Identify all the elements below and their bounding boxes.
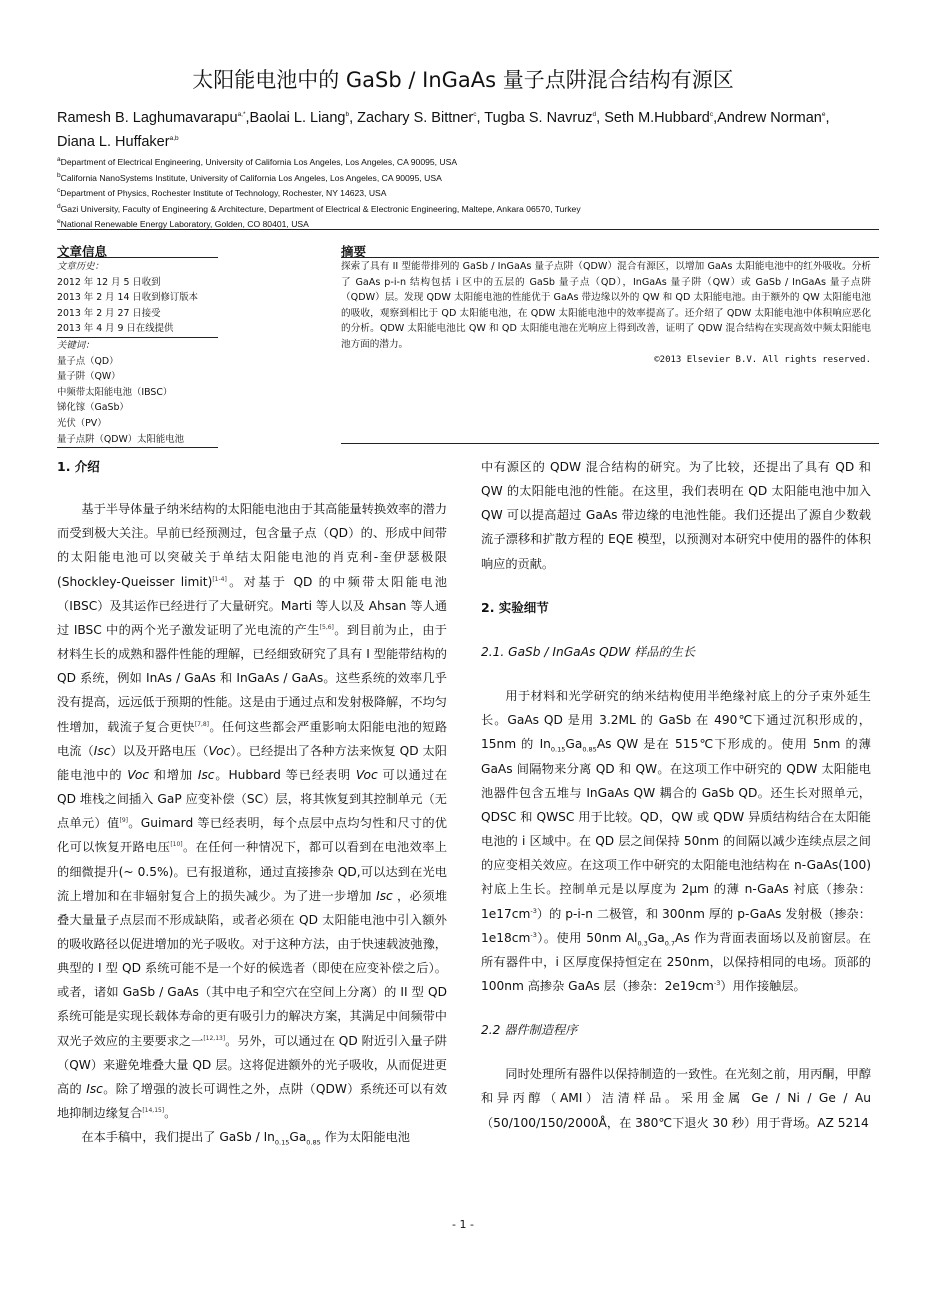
affiliation-item: $^e$National Renewable Energy Laboratory, Golden, CO 80401, USA — [57, 218, 309, 230]
abstract-bottom-rule — [341, 443, 879, 444]
affiliation-item: $^c$Department of Physics, Rochester Institute of Technology, Rochester, NY 14623, USA — [57, 187, 387, 199]
article-info-heading: 文章信息 — [57, 244, 108, 259]
keywords-label: 关键词： — [57, 339, 95, 351]
paragraph: 用于材料和光学研究的纳米结构使用半绝缘衬底上的分子束外延生长。GaAs QD 是用 3.2ML 的 GaSb 在 490℃下通过沉积形成的，15nm 的 $In_{0.15}Ga_{0.85}As$ QW 是在 515℃下形成的。使用 5nm 的薄 GaAs 间隔物来分离 QD 和 QW。在这项工作中研究的 QDW 太阳能电池器件包含五堆与 InGaAs QW 耦合的 GaSb QD。还生长对照单元，QDSC 和 QWSC 用于比较。QD，QW 或 QDW 异质结构结合在太阳能电池的 i 区域中。在 QD 层之间保持 50nm 的间隔以减少连续点层之间的应变相关效应。在这项工作中研究的太阳能电池结构在 n-GaAs(100)衬底上生长。控制单元是以厚度为 2μm 的薄 n-GaAs 衬底（掺杂：$1e17cm^{-3}$）的 p-i-n 二极管，和 300nm 厚的 p-GaAs 发射极（掺杂：$1e18cm^{-3}$）。使用 50nm $Al_{0.3}Ga_{0.7}As$ 作为背面表面场以及前窗层。在所有器件中，i 区厚度保持恒定在 250nm，以保持相同的电场。顶部的 100nm 高掺杂 GaAs 层（掺杂：$2e19cm^{-3}$）用作接触层。 — [481, 689, 871, 993]
paragraph: 同时处理所有器件以保持制造的一致性。在光刻之前，用丙酮，甲醇和异丙醇（AMI）洁清样品。采用金属 Ge / Ni / Ge / Au（50/100/150/2000Å，在 380℃下退火 30 秒）用于背场。AZ 5214 — [481, 1067, 872, 1130]
abstract-text: 探索了具有 II 型能带排列的 GaSb / InGaAs 量子点阱（QDW）混合有源区，以增加 GaAs 太阳能电池中的红外吸收。分析了 GaAs p-i-n 结构包括 i 区中的五层的 GaSb 量子点（QD），InGaAs 量子阱（QW）或 GaSb / InGaAs 量子点阱（QDW）层。发现 QDW 太阳能电池的性能优于 GaAs 带边缘以外的 QW 和 QD 太阳能电池。由于额外的 QW 太阳能电池的吸收，观察到相比于 QD 太阳能电池，在 QDW 太阳能电池中的效率提高了。还介绍了 QDW 太阳能电池中体积响应恶化的分析。QDW 太阳能电池比 QW 和 QD 太阳能电池在光响应上得到改善，证明了 QDW 混合结构在实现高效中频太阳能电池方面的潜力。 ©2013 Elsevier B.V. All rights reserved. — [341, 259, 871, 368]
left-column — [57, 455, 447, 1149]
paragraph: 基于半导体量子纳米结构的太阳能电池由于其高能量转换效率的潜力而受到极大关注。早前已经预测过，包含量子点（QD）的、形成中间带的太阳能电池可以突破关于单结太阳能电池的肖克利-奎伊瑟极限(Shockley-Queisser limit)[1-4]。对基于 QD 的中频带太阳能电池（IBSC）及其运作已经进行了大量研究。Marti 等人以及 Ahsan 等人通过 IBSC 中的两个光子激发证明了光电流的产生[5,6]。到目前为止，由于材料生长的成熟和器件性能的理解，已经细致研究了具有 I 型能带结构的 QD 系统，例如 InAs / GaAs 和 InGaAs / GaAs。这些系统的效率几乎没有提高，远远低于预期的性能。这是由于通过点和发射极降解，不均匀性增加，载流子复合更快[7,8]。任何这些都会严重影响太阳能电池的短路电流（Isc）以及开路电压（Voc）。已经提出了各种方法来恢复 QD 太阳能电池中的 Voc 和增加 Isc。Hubbard 等已经表明 Voc 可以通过在 QD 堆栈之间插入 GaP 应变补偿（SC）层，将其恢复到其控制单元（无点单元）值[9]。Guimard 等已经表明，每个点层中点均匀性和尺寸的优化可以恢复开路电压[10]。在任何一种情况下，都可以看到在电池效率上的细微提升(~ 0.5%)。已有报道称，通过直接掺杂 QD,可以达到在光电流上增加和在非辐射复合上的损失减少。为了进一步增加 Isc ，必须堆叠大量量子点层而不形成缺陷，或者必须在 QD 太阳能电池中引入额外的吸收路径以促进增加的光子吸收。对于这种方法，由于快速载波弛豫，典型的 I 型 QD 系统可能不是一个好的候选者（即使在应变补偿之后）。或者，诸如 GaSb / GaAs（其中电子和空穴在空间上分离）的 II 型 QD 系统可能是实现长载体寿命的更有吸引力的解决方案，其满足中间频带中双光子效应的主要要求之一[12,13]。另外，可以通过在 QD 附近引入量子阱（QW）来避免堆叠大量 QD 层。这将促进额外的光子吸收，从而促进更高的 Isc。除了增强的波长可调性之外，点阱（QDW）系统还可以有效地抑制边缘复合[14,15]。 — [57, 502, 448, 1121]
paragraph: 在本手稿中，我们提出了 GaSb / $In_{0.15}Ga_{0.85}$ 作为太阳能电池 — [81, 1130, 410, 1147]
top-rule — [57, 229, 879, 230]
subsection-heading: 2.2 器件制造程序 — [481, 1023, 578, 1038]
right-column — [481, 455, 871, 1135]
subsection-heading: 2.1. GaSb / InGaAs QDW 样品的生长 — [481, 644, 696, 659]
article-info-rule — [57, 257, 218, 258]
author-list: Ramesh B. Laghumavarapu$^{a,*}$,Baolai L. Liang$^b$, Zachary S. Bittner$^c$, Tugba S. Navruz$^d$, Seth M.Hubbard$^c$,Andrew Norman$^e$, Diana L. Huffaker$^{a,b}$ — [57, 110, 830, 150]
page-number: - 1 - — [452, 1218, 474, 1231]
section-heading: 2. 实验细节 — [481, 599, 549, 615]
affiliations — [57, 155, 877, 233]
abstract-rule — [341, 257, 879, 258]
affiliation-item: $^d$Gazi University, Faculty of Engineering & Architecture, Department of Electrical & Electronic Engineering, Maltepe, Ankara 06570, Turkey — [57, 202, 581, 214]
paper-title: 太阳能电池中的 GaSb / InGaAs 量子点阱混合结构有源区 — [192, 68, 734, 92]
keyword: 量子阱（QW） — [57, 371, 121, 383]
keyword: 量子点（QD） — [57, 355, 119, 367]
keyword: 量子点阱（QDW）太阳能电池 — [57, 432, 218, 449]
section-heading: 1. 介绍 — [57, 459, 100, 474]
keyword: 中频带太阳能电池（IBSC） — [57, 386, 173, 398]
keyword: 光伏（PV） — [57, 417, 107, 429]
copyright: ©2013 Elsevier B.V. All rights reserved. — [654, 354, 871, 365]
affiliation-item: $^b$California NanoSystems Institute, University of California Los Angeles, Los Angeles, CA 90095, USA — [57, 171, 442, 183]
paragraph-continued: 中有源区的 QDW 混合结构的研究。为了比较，还提出了具有 QD 和 QW 的太阳能电池的性能。在这里，我们表明在 QD 太阳能电池中加入 QW 可以提高超过 GaAs 带边缘的电池性能。我们还提出了源自少数载流子漂移和扩散方程的 EQE 模型，以预测对本研究中使用的器件的体积响应的贡献。 — [481, 460, 871, 571]
keyword: 锑化镓（GaSb） — [57, 402, 129, 414]
abstract-heading: 摘要 — [341, 244, 367, 259]
article-history: 文章历史： 2012 年 12 月 5 日收到 2013 年 2 月 14 日收到修订版本 2013 年 2 月 27 日接受 2013 年 4 月 9 日在线提供 关键词： 量子点（QD） 量子阱（QW） 中频带太阳能电池（IBSC） 锑化镓（GaSb） 光伏（PV） 量子点阱（QDW）太阳能电池 — [57, 259, 227, 448]
affiliation-item: $^a$Department of Electrical Engineering, University of California Los Angeles, Los Angeles, CA 90095, USA — [57, 156, 458, 167]
